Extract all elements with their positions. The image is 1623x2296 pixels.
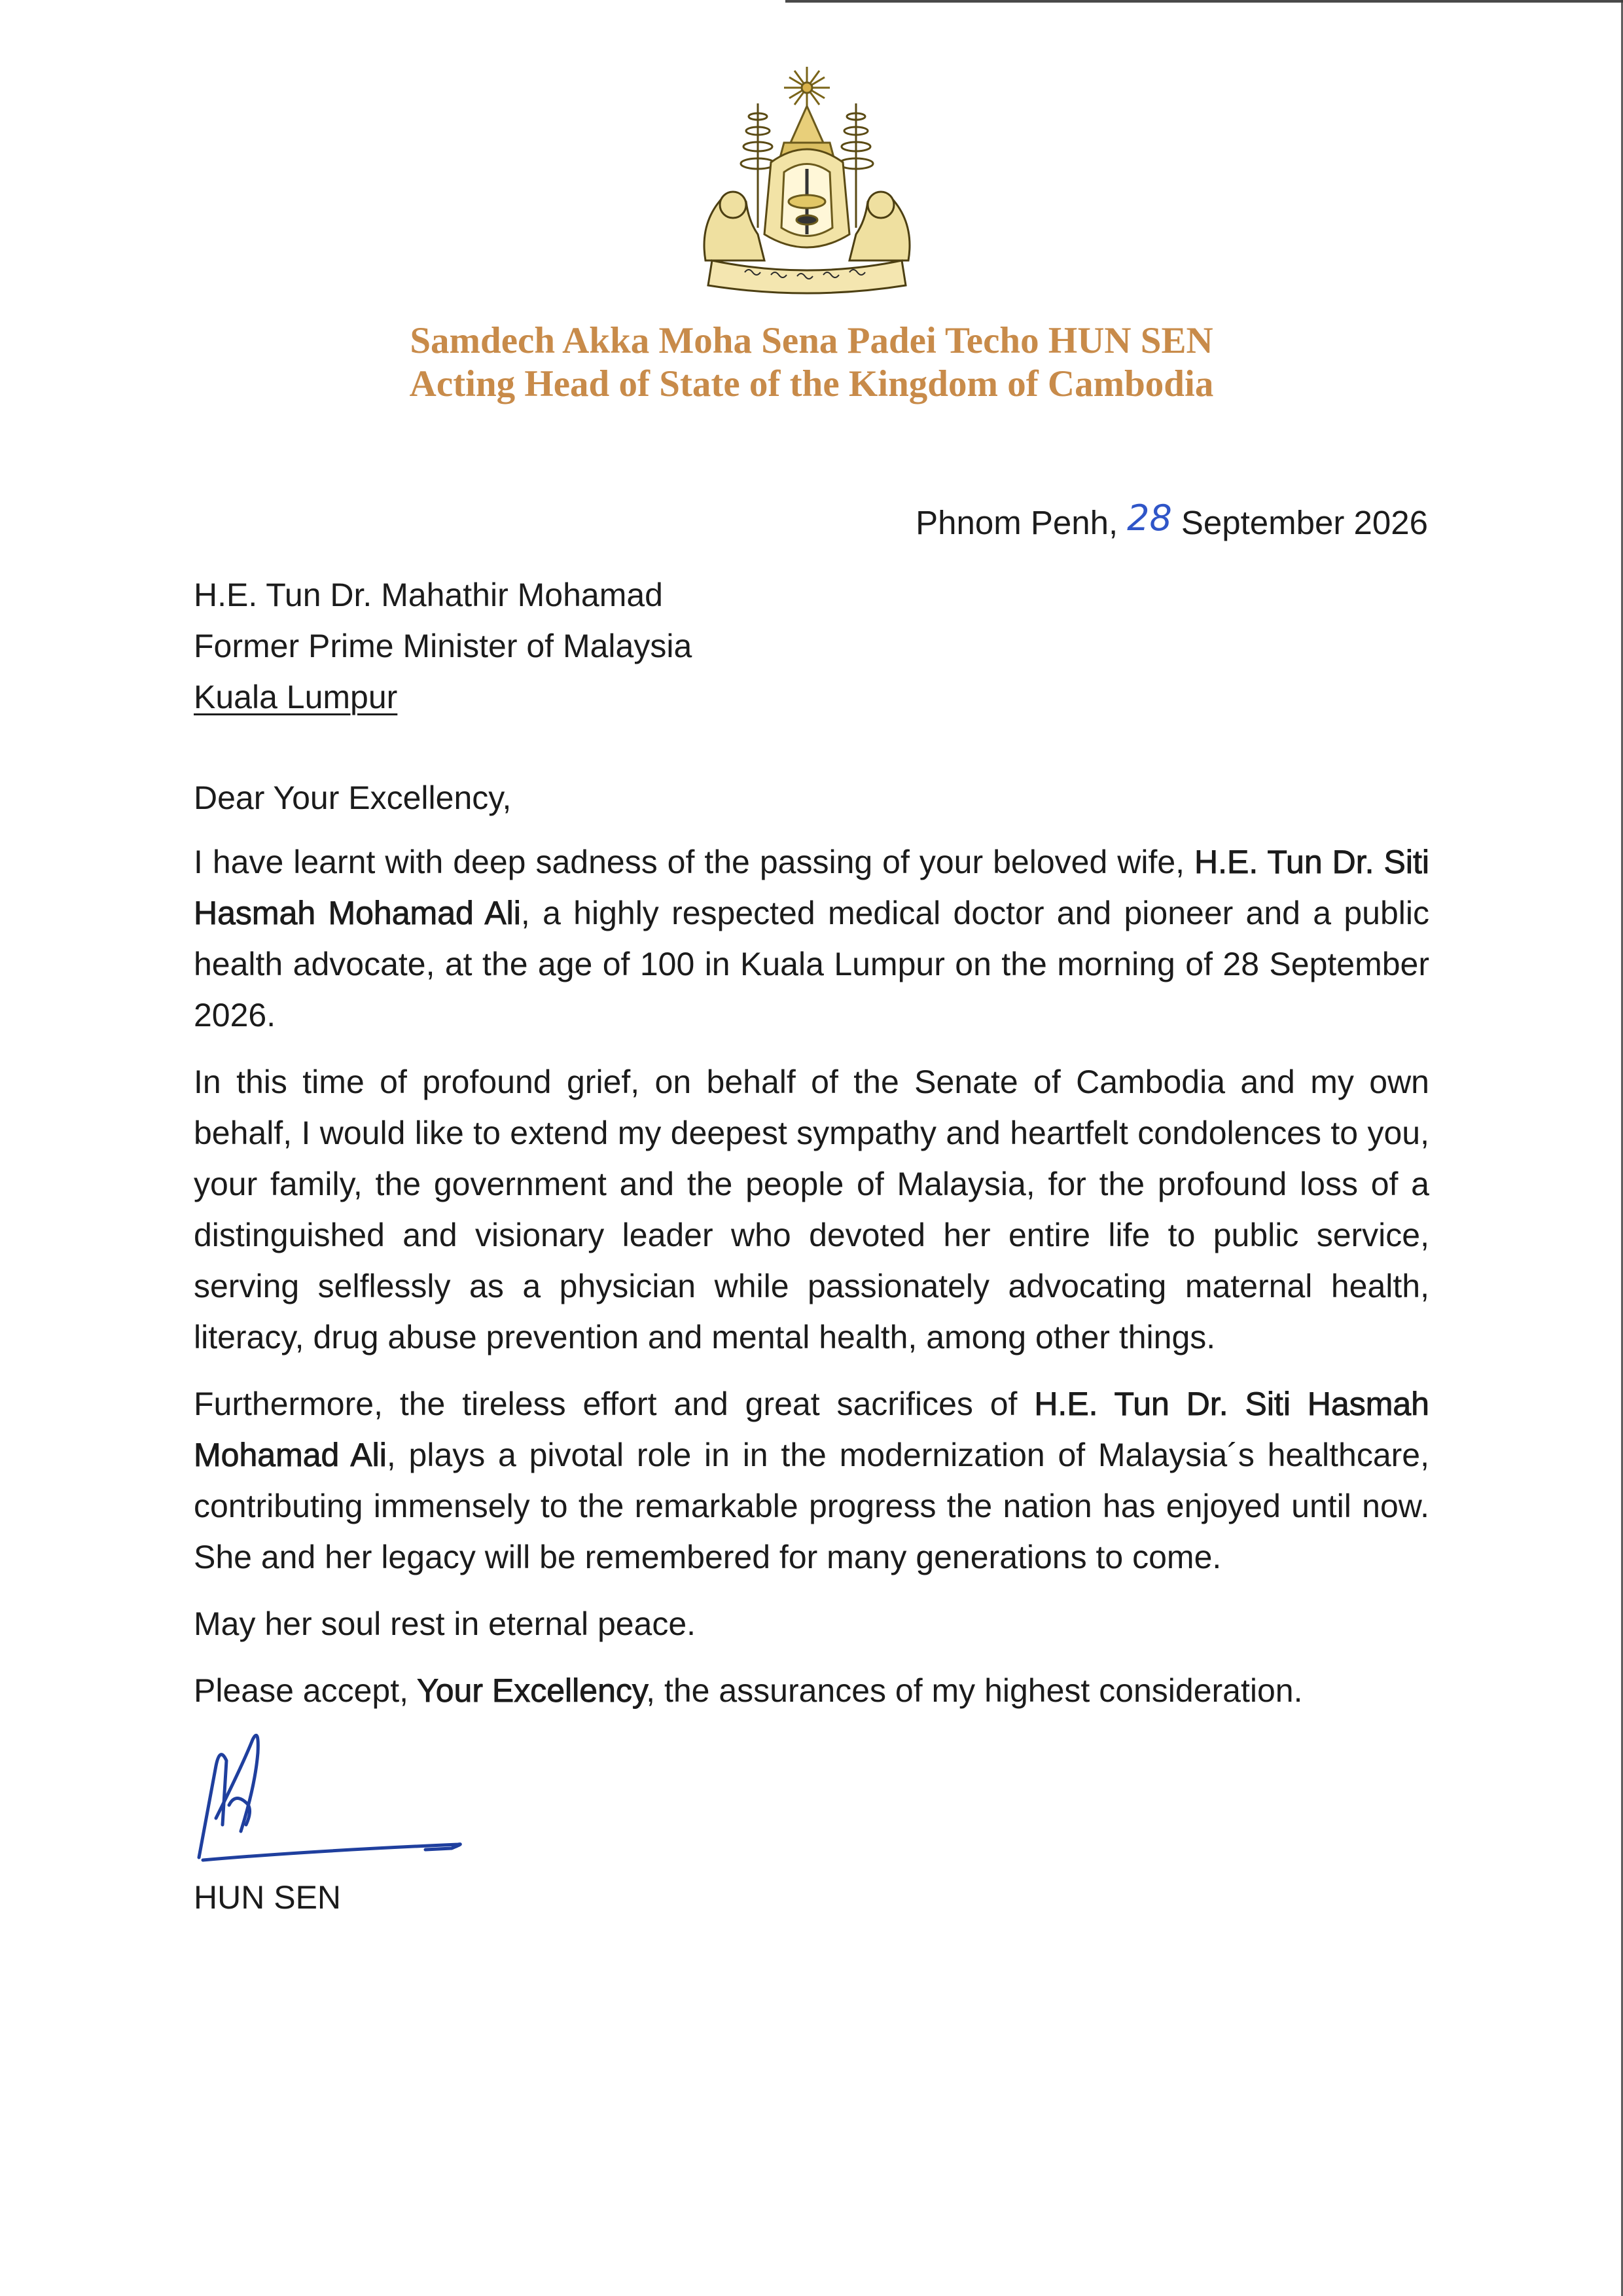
letterhead-name: Samdech Akka Moha Sena Padei Techo HUN SEN <box>410 320 1213 361</box>
paragraph-5: Please accept, Your Excellency, the assurances of my highest consideration. <box>194 1672 1303 1709</box>
honorific: Your Excellency <box>416 1672 647 1709</box>
date-place: Phnom Penh, <box>916 504 1118 541</box>
date-month-year: September 2026 <box>1181 504 1428 541</box>
recipient-name: H.E. Tun Dr. Mahathir Mohamad <box>194 577 663 613</box>
salutation: Dear Your Excellency, <box>194 780 512 816</box>
paragraph-1: I have learnt with deep sadness of the passing of your beloved wife, H.E. Tun Dr. Siti Hasmah Mohamad Ali, a highly respected medical doctor and pioneer and a public health advocate, at the age of 100 in Kuala Lumpur on the morning of 28 September 2026. <box>194 844 1429 1033</box>
date-day-handwritten: 28 <box>1127 497 1172 539</box>
date-line <box>916 497 1428 543</box>
recipient-title: Former Prime Minister of Malaysia <box>194 628 692 664</box>
paragraph-2: In this time of profound grief, on behalf of the Senate of Cambodia and my own behalf, I would like to extend my deepest sympathy and heartfelt condolences to you, your family, the government and the people of Malaysia, for the profound loss of a distinguished and visionary leader who devoted her entire life to public service, serving selflessly as a physician while passionately advocating maternal health, literacy, drug abuse prevention and mental health, among other things. <box>194 1064 1429 1355</box>
deceased-name: H.E. Tun Dr. Siti Hasmah Mohamad Ali <box>194 1386 1429 1473</box>
royal-arms-emblem-icon <box>686 64 928 306</box>
paragraph-3: Furthermore, the tireless effort and great sacrifices of H.E. Tun Dr. Siti Hasmah Mohamad Ali, plays a pivotal role in in the modernization of Malaysia´s healthcare, contributing immensely to the remarkable progress the nation has enjoyed until now. She and her legacy will be remembered for many generations to come. <box>194 1386 1429 1575</box>
letterhead-role: Acting Head of State of the Kingdom of Cambodia <box>409 363 1214 404</box>
signer-name: HUN SEN <box>194 1879 342 1916</box>
scan-edge-top <box>785 0 1623 3</box>
letter-body <box>194 836 1429 1732</box>
signature-icon <box>190 1727 471 1871</box>
deceased-name: H.E. Tun Dr. Siti Hasmah Mohamad Ali <box>194 844 1429 931</box>
recipient-city: Kuala Lumpur <box>194 679 398 715</box>
paragraph-4: May her soul rest in eternal peace. <box>194 1605 696 1642</box>
